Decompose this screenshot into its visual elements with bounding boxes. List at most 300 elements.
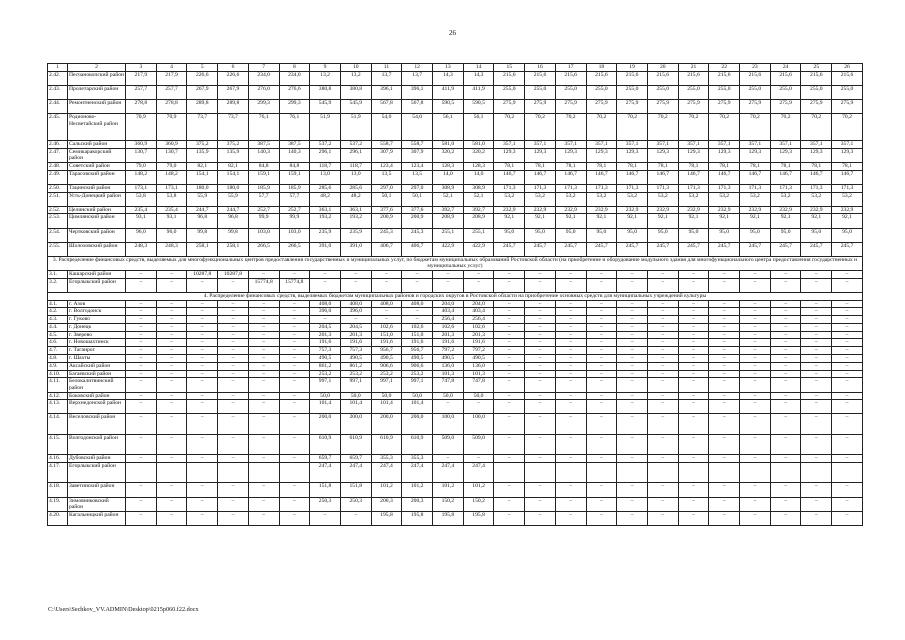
value-cell: 956,7 [402, 347, 433, 355]
value-cell: – [647, 370, 678, 378]
value-cell: 129,3 [740, 148, 771, 162]
value-cell: 171,3 [647, 184, 678, 192]
value-cell: – [586, 362, 617, 370]
municipality-name-cell: Пролетарский район [68, 86, 126, 100]
column-number-header: 13 [433, 64, 464, 72]
value-cell: – [617, 339, 648, 347]
value-cell: – [525, 434, 556, 454]
value-cell: – [740, 400, 771, 414]
value-cell: 204,0 [433, 300, 464, 308]
value-cell: – [678, 414, 709, 434]
value-cell: – [832, 339, 863, 347]
value-cell: 53,2 [678, 192, 709, 206]
value-cell: 50,0 [371, 392, 402, 400]
value-cell: – [494, 278, 525, 292]
value-cell: 258,1 [218, 242, 249, 256]
value-cell: 387,5 [279, 140, 310, 148]
table-row [48, 72, 863, 86]
value-cell: 357,1 [709, 140, 740, 148]
column-number-header: 11 [371, 64, 402, 72]
value-cell: 171,3 [555, 184, 586, 192]
value-cell: – [279, 339, 310, 347]
value-cell: – [586, 392, 617, 400]
value-cell: – [586, 483, 617, 497]
value-cell: – [279, 483, 310, 497]
value-cell: – [279, 300, 310, 308]
value-cell: 191,6 [433, 339, 464, 347]
value-cell: – [248, 308, 279, 316]
value-cell: 14,3 [433, 72, 464, 86]
value-cell: – [740, 455, 771, 463]
row-number-cell: 4.17. [48, 463, 68, 483]
value-cell: – [402, 316, 433, 324]
value-cell: – [494, 511, 525, 525]
row-number-cell: 4.4. [48, 323, 68, 331]
value-cell: 53,2 [494, 192, 525, 206]
municipality-name-cell: г. Зверево [68, 331, 126, 339]
value-cell: – [555, 270, 586, 278]
value-cell: 195,8 [402, 511, 433, 525]
value-cell: – [279, 323, 310, 331]
value-cell: 396,1 [371, 86, 402, 100]
value-cell: 129,3 [709, 148, 740, 162]
value-cell: – [709, 316, 740, 324]
value-cell: – [770, 339, 801, 347]
value-cell: 747,8 [463, 378, 494, 392]
value-cell: 200,3 [371, 497, 402, 511]
value-cell: 92,1 [494, 214, 525, 228]
value-cell: – [525, 511, 556, 525]
value-cell: 70,2 [740, 114, 771, 141]
municipality-name-cell: г. Гуково [68, 316, 126, 324]
value-cell: – [187, 278, 218, 292]
value-cell [832, 463, 863, 483]
value-cell: – [647, 331, 678, 339]
value-cell: – [218, 497, 249, 511]
value-cell: – [617, 392, 648, 400]
value-cell: – [494, 400, 525, 414]
municipality-name-cell: Родионово-Несветайский район [68, 114, 126, 141]
value-cell: 102,6 [463, 323, 494, 331]
value-cell: – [279, 455, 310, 463]
value-cell: 195,8 [433, 511, 464, 525]
value-cell: – [279, 316, 310, 324]
value-cell: 92,1 [678, 214, 709, 228]
value-cell: – [740, 362, 771, 370]
value-cell: – [832, 400, 863, 414]
value-cell: 235,4 [126, 206, 157, 214]
value-cell: 997,1 [402, 378, 433, 392]
value-cell: – [187, 434, 218, 454]
value-cell: 70,2 [832, 114, 863, 141]
value-cell: 154,1 [218, 170, 249, 184]
table-row [48, 497, 863, 511]
value-cell: 79,0 [126, 162, 157, 170]
value-cell: 146,7 [555, 170, 586, 184]
value-cell: – [463, 400, 494, 414]
value-cell: 244,7 [218, 206, 249, 214]
value-cell: 997,1 [340, 378, 371, 392]
value-cell: 997,1 [371, 378, 402, 392]
row-number-cell: 2.48. [48, 162, 68, 170]
value-cell: – [586, 378, 617, 392]
value-cell: – [279, 355, 310, 363]
value-cell: – [248, 455, 279, 463]
value-cell: 76,1 [248, 114, 279, 141]
value-cell: 15774,8 [248, 278, 279, 292]
table-row [48, 392, 863, 400]
value-cell: – [279, 370, 310, 378]
value-cell: – [617, 511, 648, 525]
value-cell: 78,1 [678, 162, 709, 170]
value-cell: 128,3 [463, 162, 494, 170]
value-cell: – [156, 434, 187, 454]
value-cell: 250,3 [310, 497, 341, 511]
value-cell: – [494, 331, 525, 339]
value-cell: – [586, 355, 617, 363]
value-cell: 245,7 [740, 242, 771, 256]
value-cell: – [801, 339, 832, 347]
value-cell: 245,3 [402, 228, 433, 242]
value-cell: – [709, 400, 740, 414]
value-cell: – [494, 370, 525, 378]
value-cell: 171,3 [494, 184, 525, 192]
value-cell: 215,6 [678, 72, 709, 86]
value-cell: 255,0 [709, 86, 740, 100]
value-cell: 78,1 [801, 162, 832, 170]
value-cell: 50,0 [340, 392, 371, 400]
value-cell: – [525, 339, 556, 347]
value-cell: 78,1 [555, 162, 586, 170]
value-cell: – [248, 434, 279, 454]
value-cell: 95,0 [740, 228, 771, 242]
value-cell: – [647, 455, 678, 463]
value-cell: – [801, 392, 832, 400]
value-cell: 200,0 [310, 414, 341, 434]
value-cell: 567,8 [402, 100, 433, 114]
table-row [48, 511, 863, 525]
value-cell: 84,8 [248, 162, 279, 170]
value-cell: – [494, 497, 525, 511]
municipality-name-cell: Веселовский район [68, 414, 126, 434]
value-cell: 100,0 [433, 414, 464, 434]
value-cell: – [156, 362, 187, 370]
value-cell: – [525, 300, 556, 308]
value-cell: – [126, 370, 157, 378]
value-cell: – [310, 316, 341, 324]
value-cell: 363,1 [310, 206, 341, 214]
value-cell: – [770, 434, 801, 454]
row-number-cell: 2.43. [48, 86, 68, 100]
municipality-name-cell: Егорлыкский район [68, 463, 126, 483]
value-cell: 100,0 [463, 414, 494, 434]
value-cell: 151,0 [402, 331, 433, 339]
value-cell: – [218, 362, 249, 370]
value-cell: 56,1 [433, 114, 464, 141]
value-cell: – [525, 370, 556, 378]
table-row [48, 434, 863, 454]
value-cell: 53,2 [647, 192, 678, 206]
value-cell: 201,3 [463, 331, 494, 339]
value-cell: 215,6 [647, 72, 678, 86]
value-cell: – [525, 270, 556, 278]
value-cell: – [801, 316, 832, 324]
value-cell: 275,9 [647, 100, 678, 114]
value-cell: 232,9 [801, 206, 832, 214]
value-cell: 146,7 [678, 170, 709, 184]
municipality-name-cell: Сальский район [68, 140, 126, 148]
value-cell: 275,9 [709, 100, 740, 114]
value-cell: 171,3 [525, 184, 556, 192]
value-cell: 57,7 [279, 192, 310, 206]
value-cell: 76,1 [279, 114, 310, 141]
value-cell: 235,9 [340, 228, 371, 242]
value-cell: 215,6 [770, 72, 801, 86]
value-cell: – [617, 270, 648, 278]
value-cell: – [218, 414, 249, 434]
value-cell: – [248, 331, 279, 339]
value-cell: 201,3 [340, 331, 371, 339]
value-cell: 275,9 [494, 100, 525, 114]
value-cell: – [340, 316, 371, 324]
column-number-header: 25 [801, 64, 832, 72]
value-cell: – [156, 378, 187, 392]
value-cell: 285,6 [310, 184, 341, 192]
value-cell: – [647, 347, 678, 355]
value-cell: – [801, 270, 832, 278]
value-cell: 861,2 [310, 362, 341, 370]
municipality-name-cell: г. Таганрог [68, 347, 126, 355]
value-cell: – [126, 414, 157, 434]
value-cell: 278,8 [126, 100, 157, 114]
value-cell: 78,1 [647, 162, 678, 170]
value-cell: 92,1 [586, 214, 617, 228]
value-cell: 245,7 [525, 242, 556, 256]
row-number-cell: 2.47. [48, 148, 68, 162]
value-cell: – [156, 455, 187, 463]
row-number-cell: 4.2. [48, 308, 68, 316]
value-cell: 95,0 [647, 228, 678, 242]
value-cell: 70,2 [647, 114, 678, 141]
value-cell: 403,4 [433, 308, 464, 316]
value-cell: – [156, 323, 187, 331]
value-cell: – [187, 300, 218, 308]
value-cell: – [126, 497, 157, 511]
value-cell [801, 463, 832, 483]
value-cell: 92,1 [740, 214, 771, 228]
municipality-name-cell: Кашарский район [68, 270, 126, 278]
value-cell: 48,2 [340, 192, 371, 206]
value-cell: – [494, 339, 525, 347]
value-cell: 215,6 [525, 72, 556, 86]
municipality-name-cell: Песчанокопский район [68, 72, 126, 86]
value-cell: 297,0 [402, 184, 433, 192]
value-cell: – [709, 347, 740, 355]
value-cell: 78,1 [740, 162, 771, 170]
value-cell [156, 463, 187, 483]
value-cell: – [218, 316, 249, 324]
value-cell: 95,0 [525, 228, 556, 242]
value-cell: 53,2 [770, 192, 801, 206]
value-cell: 50,0 [463, 392, 494, 400]
value-cell: – [555, 347, 586, 355]
table-row [48, 228, 863, 242]
value-cell: 101,3 [433, 370, 464, 378]
value-cell: 135,9 [187, 148, 218, 162]
table-row [48, 114, 863, 141]
value-cell: – [678, 483, 709, 497]
municipality-name-cell: Егорлыкский район [68, 278, 126, 292]
value-cell: – [187, 400, 218, 414]
value-cell: – [156, 497, 187, 511]
municipality-name-cell: Волгодонской район [68, 434, 126, 454]
value-cell: 392,7 [433, 206, 464, 214]
row-number-cell: 4.8. [48, 355, 68, 363]
value-cell: 234,0 [279, 72, 310, 86]
value-cell: – [463, 278, 494, 292]
row-number-cell: 4.10. [48, 370, 68, 378]
value-cell: – [647, 355, 678, 363]
value-cell: 215,6 [494, 72, 525, 86]
value-cell: 171,3 [740, 184, 771, 192]
value-cell: – [494, 347, 525, 355]
municipality-name-cell: Верхнедонской район [68, 400, 126, 414]
value-cell: 13,5 [371, 170, 402, 184]
value-cell: 232,9 [647, 206, 678, 214]
value-cell: 78,1 [770, 162, 801, 170]
section-title: 4. Распределение финансовых средств, выделяемых бюджетам муниципальных районов и городских округов в Ростовской области на приобретение основных средств для муниципальных учреждений культуры [48, 292, 863, 300]
row-number-cell: 2.49. [48, 170, 68, 184]
value-cell: 422,9 [433, 242, 464, 256]
value-cell: – [801, 308, 832, 316]
value-cell: 490,5 [340, 355, 371, 363]
value-cell: 610,9 [310, 434, 341, 454]
value-cell: 128,3 [433, 162, 464, 170]
value-cell: – [647, 414, 678, 434]
value-cell: – [801, 278, 832, 292]
value-cell: 245,7 [617, 242, 648, 256]
value-cell: 101,4 [371, 400, 402, 414]
value-cell: 357,1 [678, 140, 709, 148]
value-cell: 320,2 [463, 148, 494, 162]
row-number-cell: 4.14. [48, 414, 68, 434]
value-cell: 245,7 [709, 242, 740, 256]
value-cell: – [678, 270, 709, 278]
value-cell: 226,6 [218, 72, 249, 86]
value-cell: 357,1 [832, 140, 863, 148]
value-cell: 10287,8 [187, 270, 218, 278]
value-cell: 95,0 [617, 228, 648, 242]
value-cell: 129,3 [494, 148, 525, 162]
value-cell: – [617, 483, 648, 497]
value-cell: 247,4 [433, 463, 464, 483]
value-cell: – [586, 331, 617, 339]
value-cell: 403,4 [463, 308, 494, 316]
value-cell: – [647, 392, 678, 400]
table-row [48, 323, 863, 331]
table-row [48, 355, 863, 363]
value-cell: – [371, 308, 402, 316]
row-number-cell: 2.44. [48, 100, 68, 114]
municipality-name-cell: Кагальницкий район [68, 511, 126, 525]
value-cell: 200,9 [371, 214, 402, 228]
value-cell: 255,0 [832, 86, 863, 100]
value-cell: 52,1 [433, 192, 464, 206]
value-cell: – [801, 497, 832, 511]
value-cell: 13,7 [402, 72, 433, 86]
value-cell: – [770, 308, 801, 316]
value-cell: – [555, 331, 586, 339]
value-cell: 208,9 [433, 214, 464, 228]
value-cell: – [525, 308, 556, 316]
value-cell: – [617, 316, 648, 324]
value-cell: 226,6 [187, 72, 218, 86]
municipality-name-cell: г. Новошахтинск [68, 339, 126, 347]
value-cell: – [801, 331, 832, 339]
value-cell: – [248, 316, 279, 324]
column-number-header: 4 [156, 64, 187, 72]
value-cell: 129,3 [678, 148, 709, 162]
value-cell: 232,9 [555, 206, 586, 214]
table-row [48, 214, 863, 228]
municipality-name-cell: Тарасовский район [68, 170, 126, 184]
value-cell: – [187, 362, 218, 370]
value-cell: – [586, 300, 617, 308]
value-cell: – [525, 497, 556, 511]
value-cell: – [555, 400, 586, 414]
table-row [48, 316, 863, 324]
value-cell: 146,7 [525, 170, 556, 184]
value-cell: 245,7 [770, 242, 801, 256]
value-cell: 558,7 [371, 140, 402, 148]
value-cell: – [586, 434, 617, 454]
value-cell: 396,0 [340, 308, 371, 316]
value-cell: – [187, 316, 218, 324]
value-cell: – [801, 378, 832, 392]
value-cell: 215,6 [740, 72, 771, 86]
value-cell: 320,2 [433, 148, 464, 162]
value-cell: 387,5 [248, 140, 279, 148]
value-cell: – [248, 355, 279, 363]
value-cell: – [770, 316, 801, 324]
table-row [48, 242, 863, 256]
value-cell: – [156, 483, 187, 497]
value-cell: – [709, 308, 740, 316]
value-cell: – [555, 414, 586, 434]
value-cell: 78,1 [709, 162, 740, 170]
value-cell: – [187, 370, 218, 378]
value-cell: 375,2 [218, 140, 249, 148]
row-number-cell: 4.19. [48, 497, 68, 511]
column-number-header: 23 [740, 64, 771, 72]
value-cell: 289,8 [218, 100, 249, 114]
table-header-row [48, 64, 863, 72]
table-row [48, 362, 863, 370]
value-cell: 136,0 [463, 362, 494, 370]
value-cell: – [248, 323, 279, 331]
value-cell: 234,0 [248, 72, 279, 86]
value-cell: – [832, 392, 863, 400]
value-cell: 70,9 [156, 114, 187, 141]
value-cell: – [525, 414, 556, 434]
municipality-name-cell: Цимлянский район [68, 214, 126, 228]
value-cell: – [126, 392, 157, 400]
value-cell: – [187, 378, 218, 392]
table-row [48, 270, 863, 278]
value-cell: 73,7 [218, 114, 249, 141]
value-cell: – [770, 414, 801, 434]
column-number-header: 1 [48, 64, 68, 72]
